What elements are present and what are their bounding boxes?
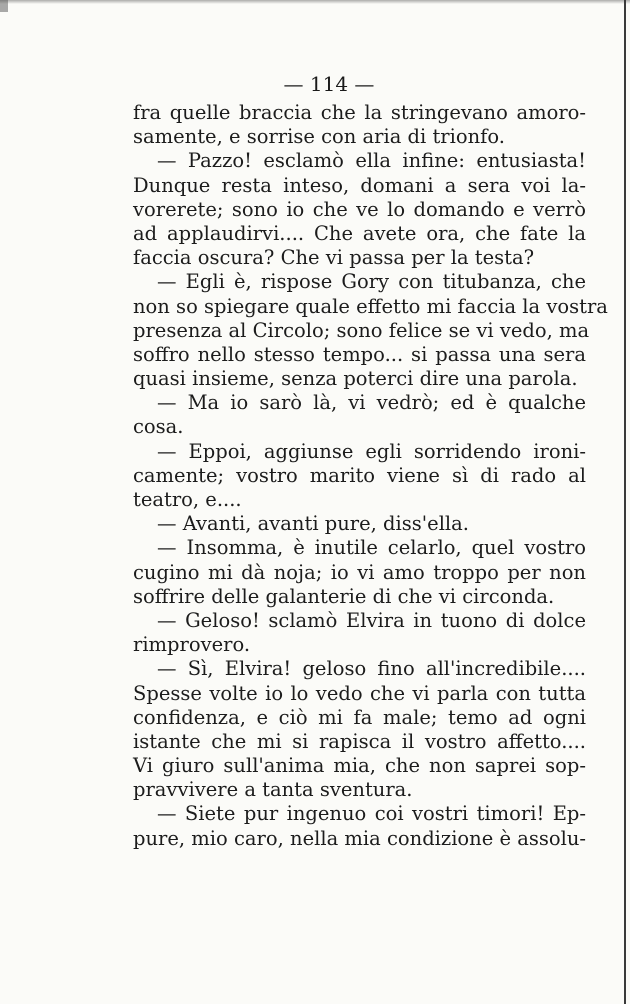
body-text [133,101,608,851]
text-line: — Pazzo! esclamò ella infine: entusiasta! [157,149,586,173]
text-line: — Ma io sarò là, vi vedrò; ed è qualche [157,391,586,415]
text-line: — Avanti, avanti pure, diss'ella. [157,512,469,536]
text-line: — Siete pur ingenuo coi vostri timori! Ep- [157,802,586,826]
text-line: — Sì, Elvira! geloso fino all'incredibile.... [157,657,586,681]
text-line: teatro, e.... [133,488,242,511]
page-corner-mark [0,0,8,12]
text-line: quasi insieme, senza poterci dire una parola. [133,367,578,391]
text-line: cosa. [133,415,184,439]
text-line: vorerete; sono io che ve lo domando e verrò [133,197,586,221]
text-line: pure, mio caro, nella mia condizione è assolu- [133,826,586,850]
page-number: — 114 — [283,72,375,96]
text-line: — Eppoi, aggiunse egli sorridendo ironi- [157,439,586,463]
text-line: Dunque resta inteso, domani a sera voi la- [133,173,586,197]
text-line: soffrire delle galanterie di che vi circonda. [133,584,555,608]
text-line: — Geloso! sclamò Elvira in tuono di dolce [157,608,586,632]
text-line: samente, e sorrise con aria di trionfo. [133,125,505,149]
text-line: ad applaudirvi.... Che avete ora, che fate la [133,221,586,245]
text-line: istante che mi si rapisca il vostro affetto.... [133,729,586,753]
text-line: soffro nello stesso tempo... si passa una sera [133,342,586,366]
text-line: cugino mi dà noja; io vi amo troppo per non [133,560,586,584]
text-line: faccia oscura? Che vi passa per la testa? [133,246,535,270]
text-line: — Insomma, è inutile celarlo, quel vostro [157,536,586,560]
text-line: presenza al Circolo; sono felice se vi vedo, ma [133,318,590,342]
text-line: pravvivere a tanta sventura. [133,778,413,802]
page-binding-edge [624,0,626,1004]
text-line: camente; vostro marito viene sì di rado al [133,463,586,487]
text-line: Vi giuro sull'anima mia, che non saprei sop- [133,754,586,778]
text-line: confidenza, e ciò mi fa male; temo ad ogni [133,705,586,729]
text-line: non so spiegare quale effetto mi faccia la vostra [133,294,608,318]
page-top-edge [0,0,630,4]
text-line: — Egli è, rispose Gory con titubanza, che [157,270,586,294]
text-line: fra quelle braccia che la stringevano amoro- [133,101,586,124]
text-line: Spesse volte io lo vedo che vi parla con tutta [133,681,586,705]
text-line: rimprovero. [133,633,251,657]
